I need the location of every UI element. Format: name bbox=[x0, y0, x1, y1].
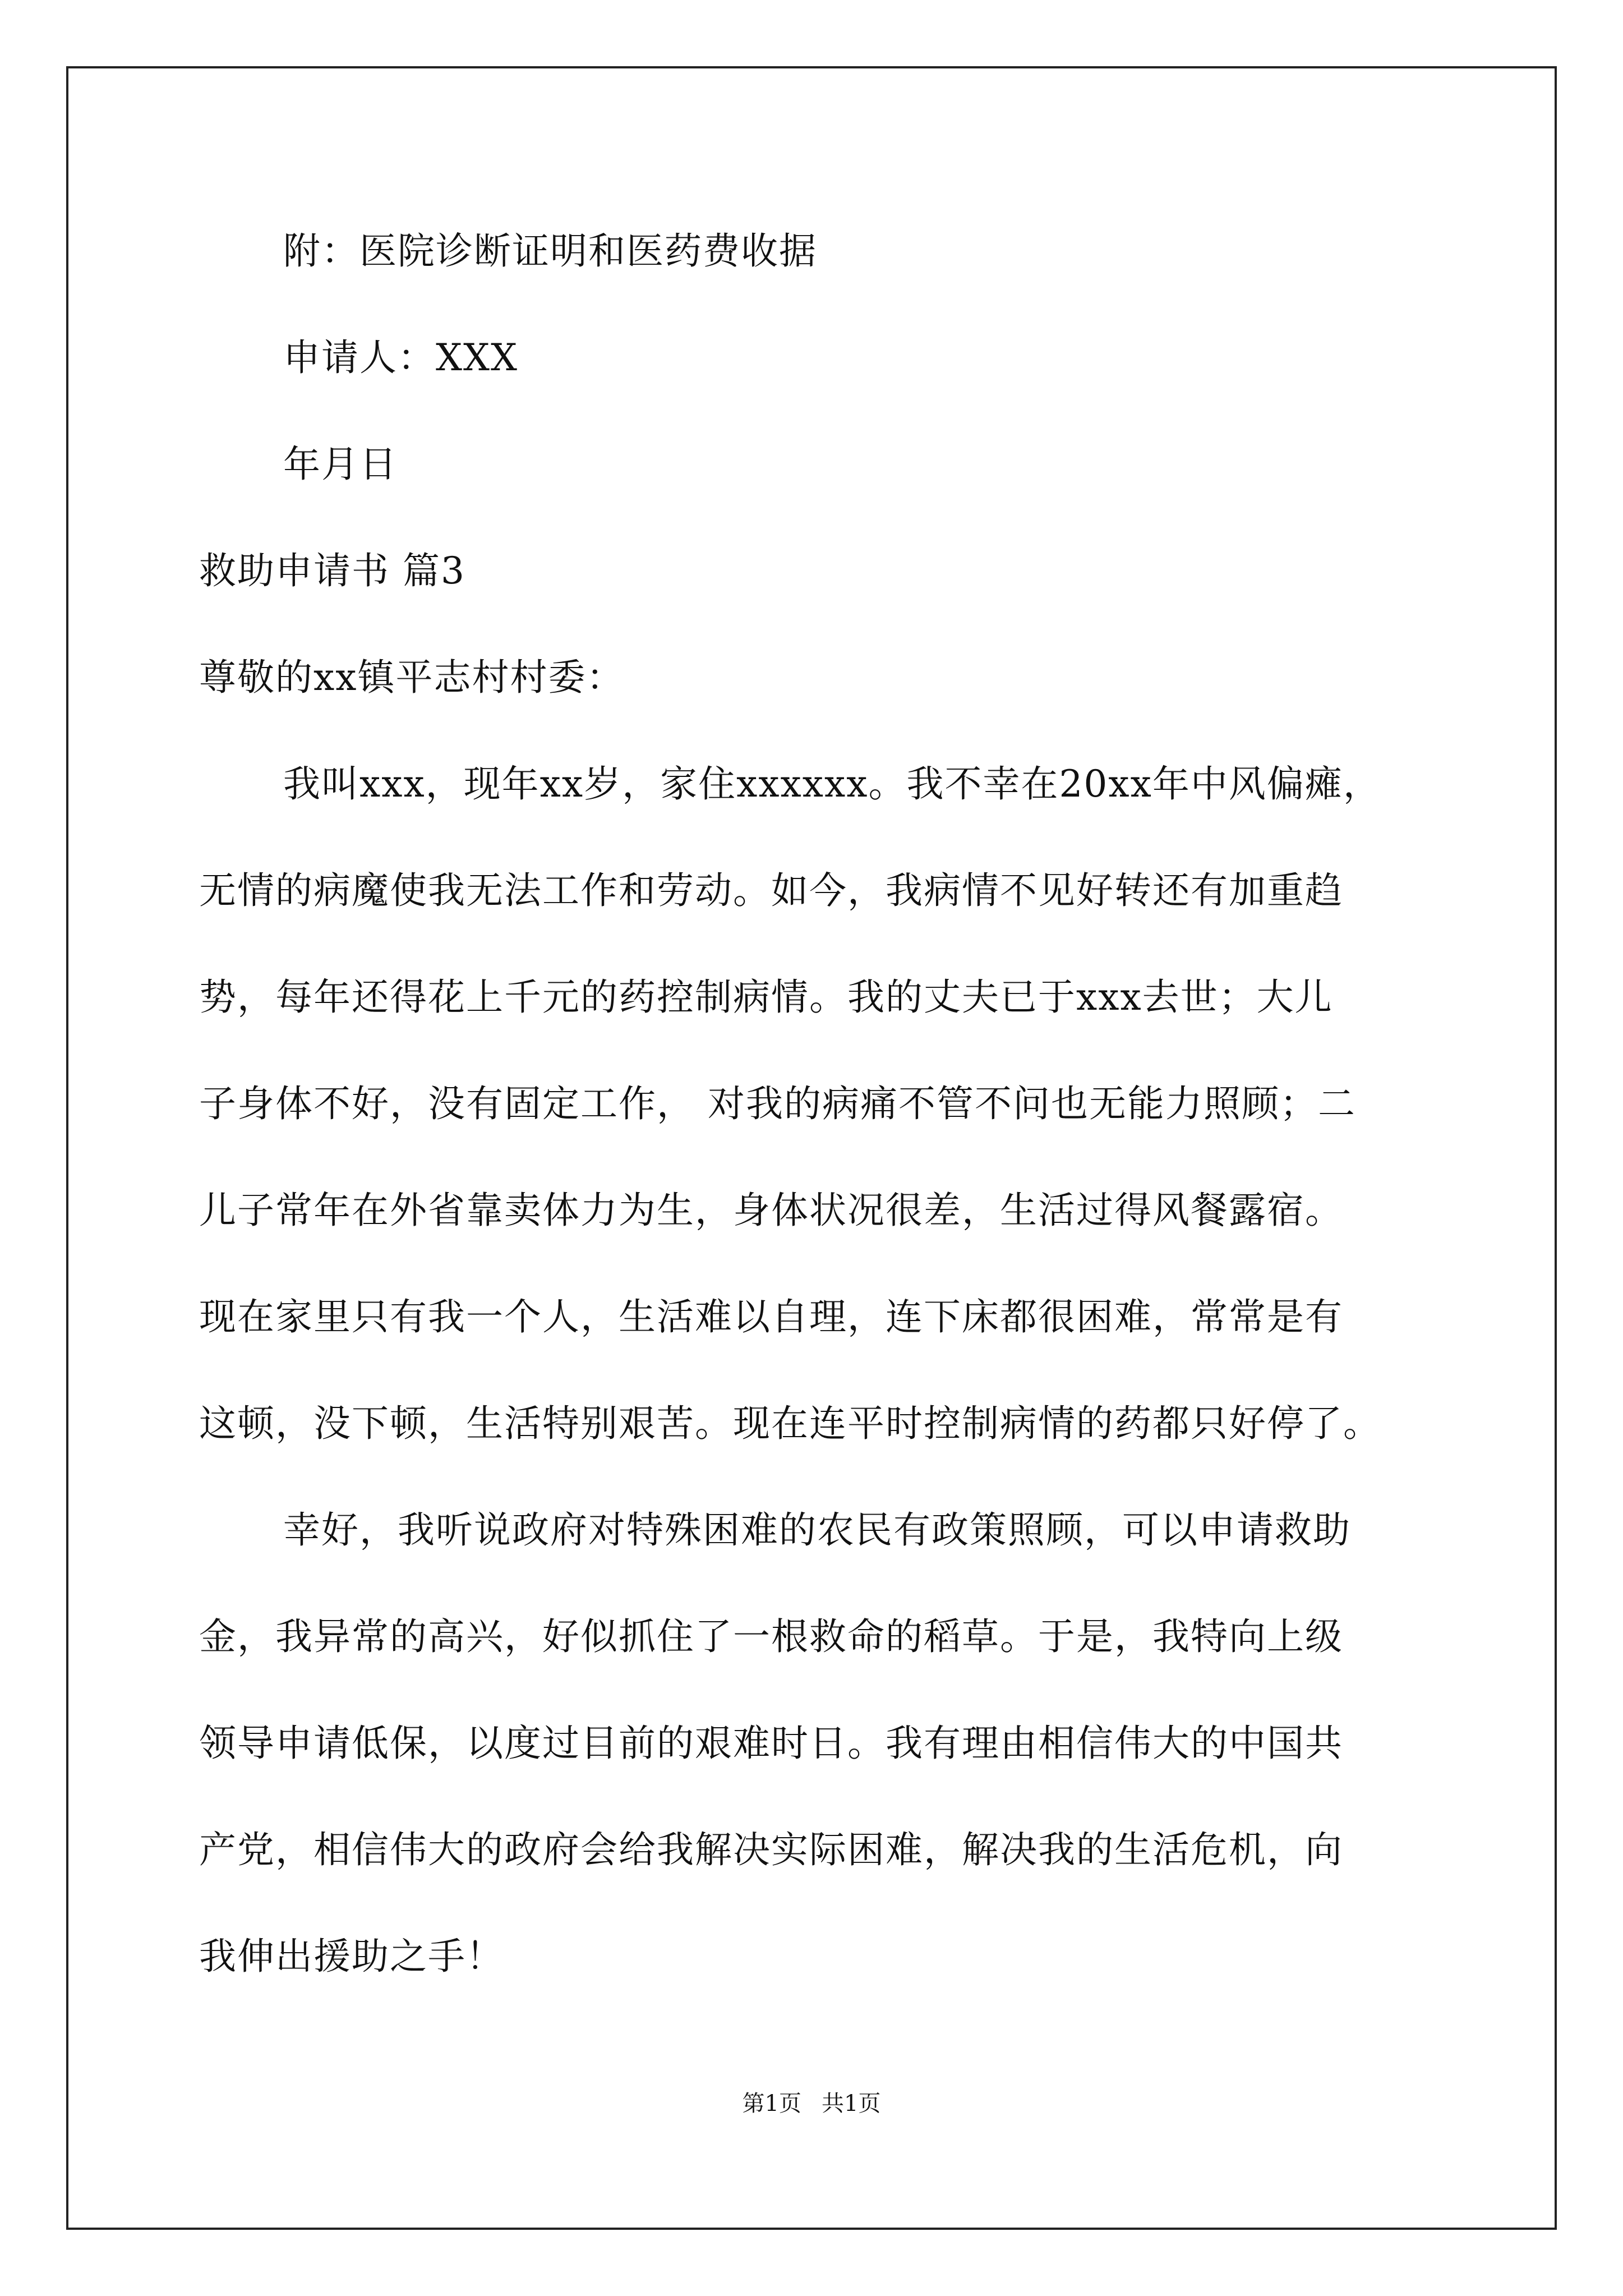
salutation: 尊敬的xx镇平志村村委： bbox=[199, 656, 625, 699]
paragraph-1-line: 无情的病魔使我无法工作和劳动。如今，我病情不见好转还有加重趋 bbox=[199, 869, 1343, 912]
attachment-line: 附：医院诊断证明和医药费收据 bbox=[283, 229, 817, 273]
paragraph-2-line: 我伸出援助之手！ bbox=[199, 1935, 504, 1978]
paragraph-1-line: 势，每年还得花上千元的药控制病情。我的丈夫已于xxx去世；大儿 bbox=[199, 976, 1333, 1019]
paragraph-2-line: 产党，相信伟大的政府会给我解决实际困难，解决我的生活危机，向 bbox=[199, 1828, 1343, 1871]
page-footer bbox=[0, 2087, 1623, 2120]
applicant-line: 申请人：XXX bbox=[283, 336, 518, 379]
page-total: 共1页 bbox=[822, 2091, 881, 2116]
page-number: 第1页 bbox=[742, 2091, 801, 2116]
paragraph-2-line: 幸好，我听说政府对特殊困难的农民有政策照顾，可以申请救助 bbox=[283, 1508, 1351, 1552]
paragraph-1-line: 子身体不好，没有固定工作， 对我的病痛不管不问也无能力照顾；二 bbox=[199, 1082, 1356, 1125]
paragraph-1-line: 儿子常年在外省靠卖体力为生，身体状况很差，生活过得风餐露宿。 bbox=[199, 1189, 1343, 1232]
paragraph-1-line: 现在家里只有我一个人，生活难以自理，连下床都很困难，常常是有 bbox=[199, 1295, 1343, 1338]
date-line: 年月日 bbox=[283, 443, 398, 486]
page-border bbox=[66, 66, 1557, 2230]
paragraph-2-line: 领导申请低保，以度过目前的艰难时日。我有理由相信伟大的中国共 bbox=[199, 1722, 1343, 1765]
paragraph-2-line: 金，我异常的高兴，好似抓住了一根救命的稻草。于是，我特向上级 bbox=[199, 1615, 1343, 1658]
paragraph-1-line: 这顿，没下顿，生活特别艰苦。现在连平时控制病情的药都只好停了。 bbox=[199, 1402, 1381, 1445]
section-title: 救助申请书 篇3 bbox=[199, 549, 465, 592]
paragraph-1-line: 我叫xxx，现年xx岁，家住xxxxxx。我不幸在20xx年中风偏瘫， bbox=[283, 762, 1381, 806]
